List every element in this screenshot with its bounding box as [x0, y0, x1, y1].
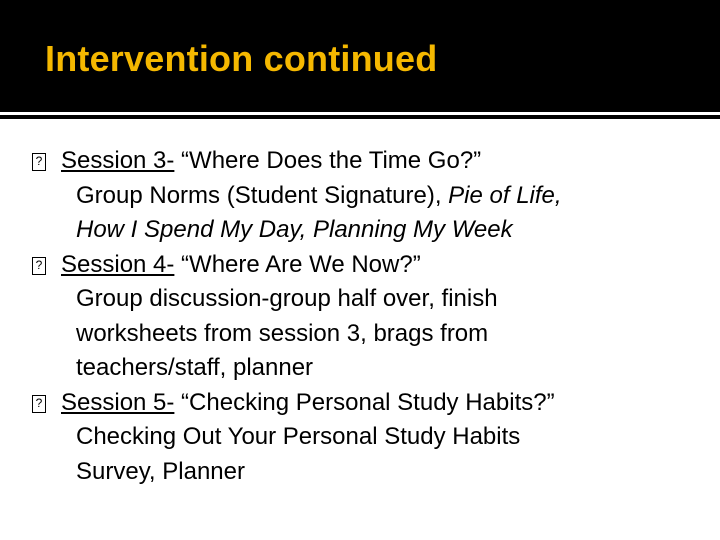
session-4-label: Session 4- — [61, 250, 175, 278]
session-3-line-2-italic: How I Spend My Day, Planning My Week — [76, 216, 513, 243]
session-3-quote: “Where Does the Time Go?” — [174, 147, 482, 174]
session-5-line-2: Survey, Planner — [76, 457, 245, 485]
session-3-line-2 — [76, 213, 702, 248]
bullet-list — [32, 144, 702, 489]
title-bar — [0, 0, 720, 112]
missing-glyph-icon: ? — [32, 257, 46, 275]
slide-title: Intervention continued — [45, 38, 438, 79]
session-5-line-1: Checking Out Your Personal Study Habits — [76, 423, 521, 450]
session-3-heading — [35, 144, 702, 179]
session-4-line-3: teachers/staff, planner — [76, 354, 314, 381]
session-4-line-1: Group discussion-group half over, finish — [76, 285, 498, 312]
session-5-label: Session 5- — [61, 388, 175, 416]
session-4-quote: “Where Are We Now?” — [174, 250, 421, 278]
session-5-item — [32, 386, 702, 490]
session-4-item — [32, 248, 702, 386]
session-4-description — [76, 282, 702, 386]
session-3-label: Session 3- — [61, 147, 175, 174]
session-5-description — [76, 420, 702, 489]
missing-glyph-icon: ? — [32, 153, 46, 171]
session-5-heading — [35, 386, 702, 421]
session-3-line-1-text: Group Norms (Student Signature), — [76, 181, 449, 209]
session-4-heading — [35, 248, 702, 283]
title-divider — [0, 115, 720, 119]
session-5-quote: “Checking Personal Study Habits?” — [174, 388, 555, 416]
session-3-line-1 — [76, 179, 702, 214]
session-4-line-2: worksheets from session 3, brags from — [76, 319, 489, 347]
session-3-line-1-italic: Pie of Life, — [448, 181, 562, 209]
session-3-item — [32, 144, 702, 248]
missing-glyph-icon: ? — [32, 395, 46, 413]
session-3-description — [76, 179, 702, 248]
